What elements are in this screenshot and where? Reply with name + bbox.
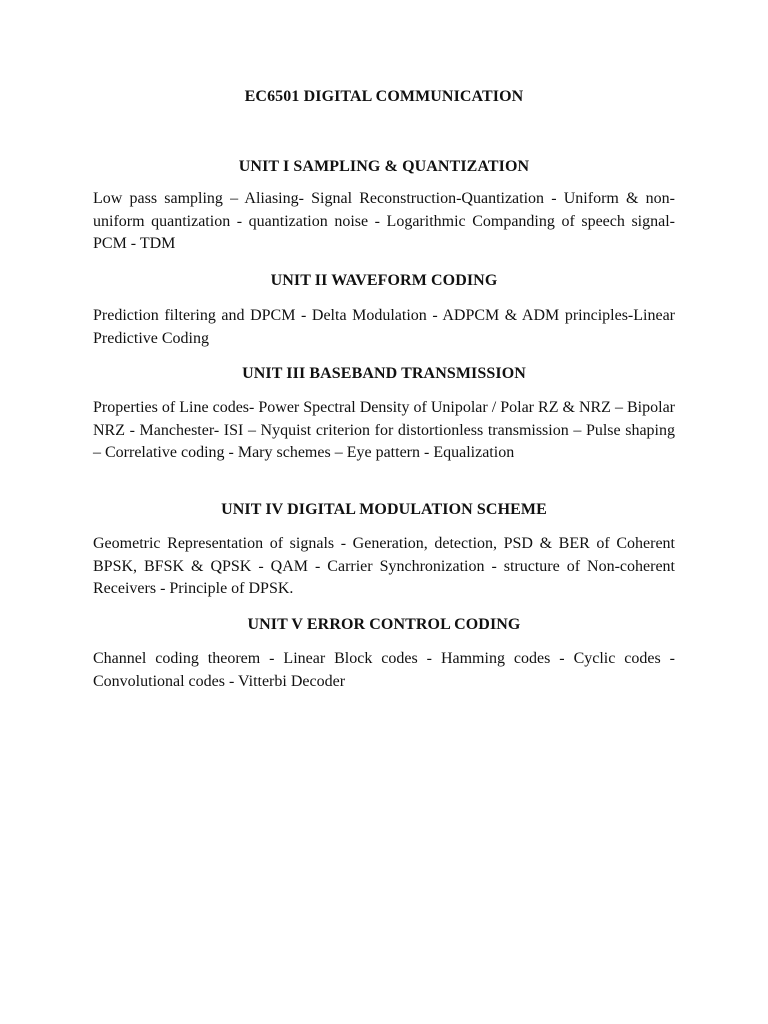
document-title: EC6501 DIGITAL COMMUNICATION [244,88,524,105]
unit-1-heading: UNIT I SAMPLING & QUANTIZATION [238,158,530,175]
unit-2-heading: UNIT II WAVEFORM CODING [270,272,498,289]
unit-3-body: Properties of Line codes- Power Spectral Density of Unipolar / Polar RZ & NRZ – Bipolar NRZ - Manchester- ISI – Nyquist criterion for distortionless transmission – Pulse shaping – Correlative coding - Mary schemes – Eye pattern - Equalization [93,399,675,461]
unit-4-heading: UNIT IV DIGITAL MODULATION SCHEME [221,501,547,518]
unit-5-body: Channel coding theorem - Linear Block codes - Hamming codes - Cyclic codes - Convolutional codes - Vitterbi Decoder [93,650,675,690]
unit-1-body: Low pass sampling – Aliasing- Signal Reconstruction-Quantization - Uniform & non-uniform quantization - quantization noise - Logarithmic Companding of speech signal- PCM - TDM [93,190,675,252]
unit-5-heading: UNIT V ERROR CONTROL CODING [247,616,521,633]
unit-2-body: Prediction filtering and DPCM - Delta Modulation - ADPCM & ADM principles-Linear Predictive Coding [93,307,675,347]
unit-3-heading: UNIT III BASEBAND TRANSMISSION [242,365,526,382]
unit-4-body: Geometric Representation of signals - Generation, detection, PSD & BER of Coherent BPSK, BFSK & QPSK - QAM - Carrier Synchronization - structure of Non-coherent Receivers - Principle of DPSK. [93,535,675,597]
